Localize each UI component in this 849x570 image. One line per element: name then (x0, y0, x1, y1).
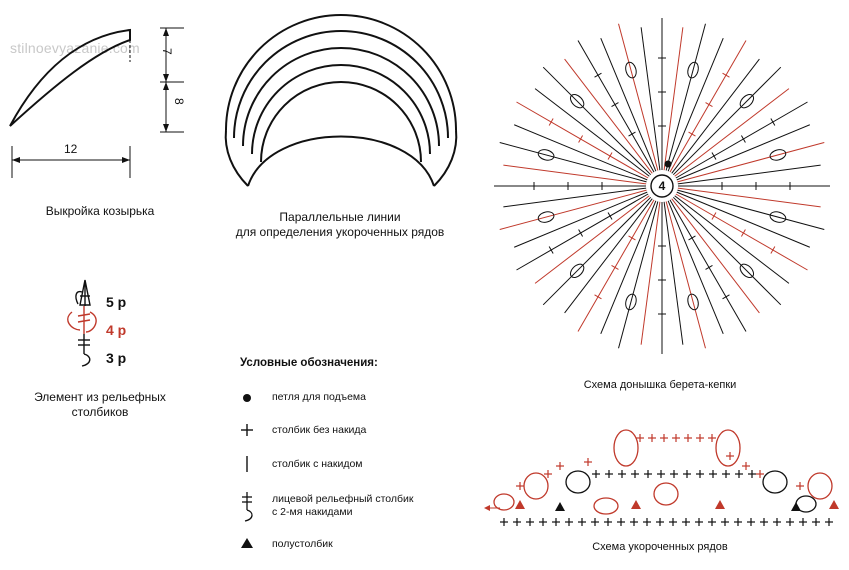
center-number: 4 (658, 179, 666, 193)
legend-item-4a: лицевой рельефный столбик (272, 493, 414, 505)
legend-item-3: столбик с накидом (272, 458, 363, 470)
legend-item-1: петля для подъема (272, 391, 366, 403)
short-rows-caption: Схема укороченных рядов (592, 541, 728, 553)
row-label-5: 5 р (106, 294, 127, 310)
legend-title: Условные обозначения: (240, 357, 378, 369)
visor-dim-mid: 8 (172, 98, 186, 105)
element-caption-1: Элемент из рельефных (34, 390, 166, 404)
visor-caption: Выкройка козырька (45, 204, 155, 218)
parallel-caption-1: Параллельные линии (279, 210, 401, 224)
legend-item-2: столбик без накида (272, 424, 367, 436)
visor-dim-top: 7 (160, 48, 174, 55)
parallel-caption-2: для определения укороченных рядов (235, 225, 445, 239)
legend-item-5: полустолбик (272, 538, 333, 550)
legend-item-4b: с 2-мя накидами (272, 506, 353, 518)
watermark: stilnoevyazanie.com (10, 40, 140, 56)
row-label-3: 3 р (106, 350, 127, 366)
row-label-4: 4 р (106, 322, 127, 338)
element-caption-2: столбиков (71, 405, 129, 419)
bottom-chart-caption: Схема донышка берета-кепки (583, 379, 737, 391)
visor-dim-width: 12 (64, 142, 78, 156)
